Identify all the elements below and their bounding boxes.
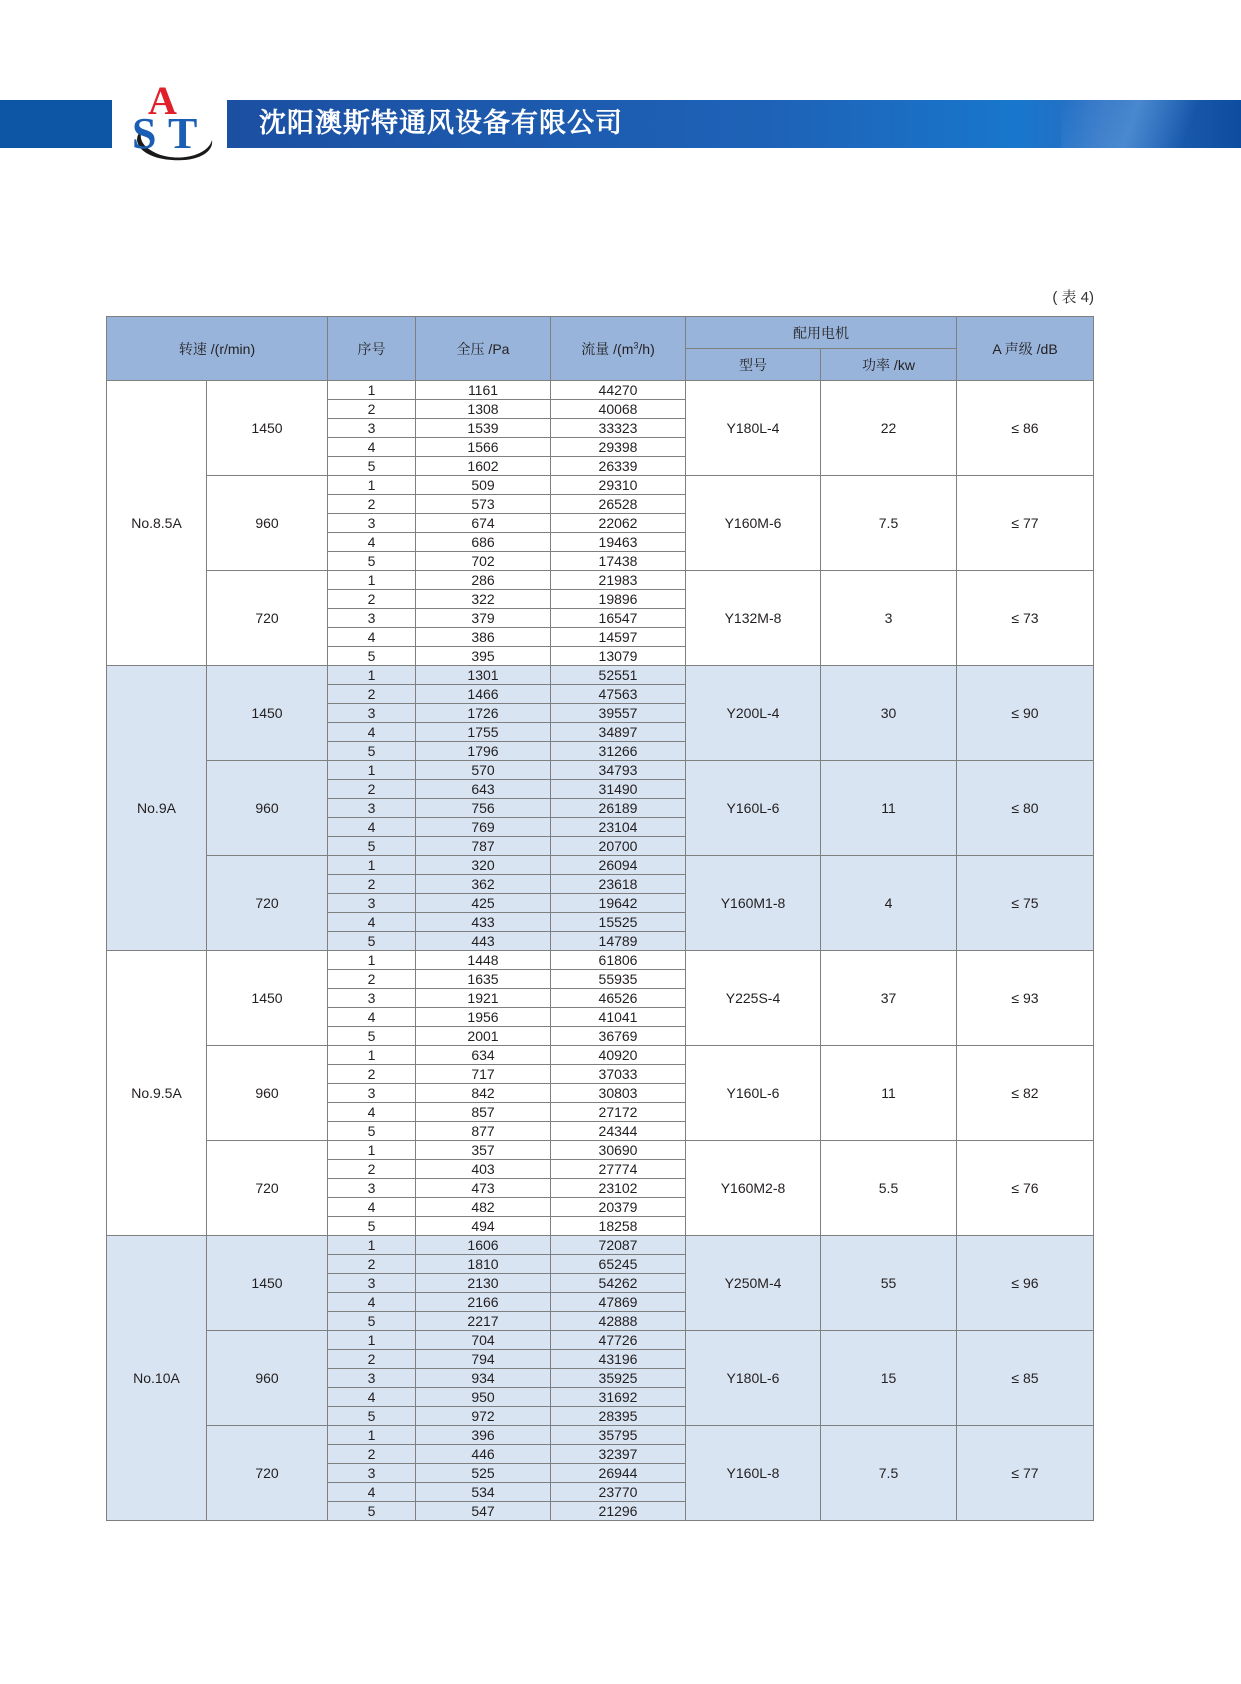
flow-cell: 22062: [551, 514, 686, 533]
pressure-cell: 473: [416, 1179, 551, 1198]
table-row: [107, 1236, 1094, 1255]
noise-cell: ≤ 96: [957, 1236, 1094, 1331]
flow-cell: 24344: [551, 1122, 686, 1141]
flow-cell: 21983: [551, 571, 686, 590]
flow-cell: 19642: [551, 894, 686, 913]
pressure-cell: 686: [416, 533, 551, 552]
seq-cell: 2: [328, 1255, 416, 1274]
speed-cell: 1450: [207, 1236, 328, 1331]
table-number: ( 表 4): [1052, 289, 1094, 306]
motor-power-cell: 3: [821, 571, 957, 666]
flow-cell: 47563: [551, 685, 686, 704]
company-logo: [128, 78, 218, 166]
flow-cell: 39557: [551, 704, 686, 723]
flow-cell: 36769: [551, 1027, 686, 1046]
noise-cell: ≤ 86: [957, 381, 1094, 476]
pressure-cell: 634: [416, 1046, 551, 1065]
noise-cell: ≤ 77: [957, 1426, 1094, 1521]
flow-cell: 54262: [551, 1274, 686, 1293]
pressure-cell: 1921: [416, 989, 551, 1008]
seq-cell: 3: [328, 989, 416, 1008]
table-row: [107, 951, 1094, 970]
pressure-cell: 570: [416, 761, 551, 780]
flow-cell: 42888: [551, 1312, 686, 1331]
seq-cell: 4: [328, 818, 416, 837]
flow-cell: 23770: [551, 1483, 686, 1502]
pressure-cell: 787: [416, 837, 551, 856]
pressure-cell: 320: [416, 856, 551, 875]
motor-model-cell: Y225S-4: [686, 951, 821, 1046]
seq-cell: 4: [328, 628, 416, 647]
flow-cell: 19463: [551, 533, 686, 552]
flow-cell: 43196: [551, 1350, 686, 1369]
pressure-cell: 2217: [416, 1312, 551, 1331]
pressure-cell: 534: [416, 1483, 551, 1502]
seq-cell: 4: [328, 1103, 416, 1122]
seq-cell: 5: [328, 1122, 416, 1141]
pressure-cell: 1566: [416, 438, 551, 457]
seq-cell: 4: [328, 913, 416, 932]
seq-cell: 5: [328, 1217, 416, 1236]
flow-cell: 34897: [551, 723, 686, 742]
noise-cell: ≤ 77: [957, 476, 1094, 571]
seq-cell: 4: [328, 533, 416, 552]
motor-power-cell: 30: [821, 666, 957, 761]
flow-cell: 41041: [551, 1008, 686, 1027]
pressure-cell: 1448: [416, 951, 551, 970]
pressure-cell: 443: [416, 932, 551, 951]
motor-model-cell: Y180L-4: [686, 381, 821, 476]
seq-cell: 5: [328, 1407, 416, 1426]
speed-cell: 960: [207, 1046, 328, 1141]
flow-cell: 52551: [551, 666, 686, 685]
header-noise: A 声级 /dB: [957, 317, 1094, 381]
motor-power-cell: 7.5: [821, 476, 957, 571]
flow-cell: 13079: [551, 647, 686, 666]
flow-cell: 31490: [551, 780, 686, 799]
seq-cell: 5: [328, 647, 416, 666]
flow-cell: 34793: [551, 761, 686, 780]
noise-cell: ≤ 73: [957, 571, 1094, 666]
seq-cell: 5: [328, 1312, 416, 1331]
flow-cell: 27774: [551, 1160, 686, 1179]
flow-cell: 37033: [551, 1065, 686, 1084]
table-row: [107, 666, 1094, 685]
pressure-cell: 573: [416, 495, 551, 514]
table-row: [107, 1141, 1094, 1160]
noise-cell: ≤ 82: [957, 1046, 1094, 1141]
model-name-cell: No.8.5A: [107, 381, 207, 666]
pressure-cell: 403: [416, 1160, 551, 1179]
table-row: [107, 381, 1094, 400]
pressure-cell: 972: [416, 1407, 551, 1426]
pressure-cell: 877: [416, 1122, 551, 1141]
seq-cell: 3: [328, 704, 416, 723]
seq-cell: 1: [328, 1141, 416, 1160]
pressure-cell: 2166: [416, 1293, 551, 1312]
seq-cell: 3: [328, 894, 416, 913]
flow-cell: 21296: [551, 1502, 686, 1521]
seq-cell: 2: [328, 495, 416, 514]
flow-cell: 40068: [551, 400, 686, 419]
flow-cell: 35925: [551, 1369, 686, 1388]
flow-cell: 30803: [551, 1084, 686, 1103]
pressure-cell: 717: [416, 1065, 551, 1084]
header-motor-power: 功率 /kw: [821, 349, 957, 381]
flow-cell: 16547: [551, 609, 686, 628]
flow-cell: 47869: [551, 1293, 686, 1312]
seq-cell: 4: [328, 1293, 416, 1312]
flow-cell: 31692: [551, 1388, 686, 1407]
flow-cell: 26944: [551, 1464, 686, 1483]
seq-cell: 1: [328, 476, 416, 495]
header-flow-suffix: /h): [638, 340, 655, 357]
pressure-cell: 769: [416, 818, 551, 837]
motor-model-cell: Y160M-6: [686, 476, 821, 571]
seq-cell: 2: [328, 400, 416, 419]
pressure-cell: 674: [416, 514, 551, 533]
pressure-cell: 379: [416, 609, 551, 628]
seq-cell: 3: [328, 1084, 416, 1103]
seq-cell: 2: [328, 875, 416, 894]
seq-cell: 1: [328, 1236, 416, 1255]
table-row: [107, 476, 1094, 495]
seq-cell: 5: [328, 1027, 416, 1046]
seq-cell: 5: [328, 837, 416, 856]
flow-cell: 30690: [551, 1141, 686, 1160]
flow-cell: 26094: [551, 856, 686, 875]
speed-cell: 720: [207, 856, 328, 951]
pressure-cell: 1810: [416, 1255, 551, 1274]
seq-cell: 2: [328, 780, 416, 799]
header-flow-sup: 3: [633, 339, 639, 350]
flow-cell: 40920: [551, 1046, 686, 1065]
flow-cell: 35795: [551, 1426, 686, 1445]
noise-cell: ≤ 90: [957, 666, 1094, 761]
seq-cell: 1: [328, 856, 416, 875]
flow-cell: 72087: [551, 1236, 686, 1255]
flow-cell: 55935: [551, 970, 686, 989]
header-speed: 转速 /(r/min): [107, 317, 328, 381]
header-seq: 序号: [328, 317, 416, 381]
pressure-cell: 1161: [416, 381, 551, 400]
pressure-cell: 482: [416, 1198, 551, 1217]
flow-cell: 23102: [551, 1179, 686, 1198]
seq-cell: 2: [328, 590, 416, 609]
flow-cell: 18258: [551, 1217, 686, 1236]
motor-model-cell: Y160L-6: [686, 1046, 821, 1141]
pressure-cell: 1606: [416, 1236, 551, 1255]
seq-cell: 1: [328, 1331, 416, 1350]
flow-cell: 29310: [551, 476, 686, 495]
flow-cell: 28395: [551, 1407, 686, 1426]
header-motor: 配用电机: [686, 317, 957, 349]
table-row: [107, 1426, 1094, 1445]
pressure-cell: 396: [416, 1426, 551, 1445]
pressure-cell: 1726: [416, 704, 551, 723]
pressure-cell: 425: [416, 894, 551, 913]
seq-cell: 4: [328, 438, 416, 457]
seq-cell: 3: [328, 1369, 416, 1388]
table-body: [107, 381, 1094, 1521]
pressure-cell: 756: [416, 799, 551, 818]
pressure-cell: 857: [416, 1103, 551, 1122]
motor-power-cell: 7.5: [821, 1426, 957, 1521]
pressure-cell: 702: [416, 552, 551, 571]
seq-cell: 3: [328, 1179, 416, 1198]
flow-cell: 20379: [551, 1198, 686, 1217]
motor-model-cell: Y132M-8: [686, 571, 821, 666]
pressure-cell: 433: [416, 913, 551, 932]
flow-cell: 26189: [551, 799, 686, 818]
motor-model-cell: Y160L-8: [686, 1426, 821, 1521]
motor-model-cell: Y160M1-8: [686, 856, 821, 951]
svg-text:A: A: [148, 78, 177, 123]
seq-cell: 1: [328, 666, 416, 685]
model-name-cell: No.9A: [107, 666, 207, 951]
speed-cell: 1450: [207, 666, 328, 761]
speed-cell: 960: [207, 761, 328, 856]
pressure-cell: 322: [416, 590, 551, 609]
header-pressure: 全压 /Pa: [416, 317, 551, 381]
svg-text:S: S: [132, 109, 157, 158]
speed-cell: 1450: [207, 951, 328, 1046]
seq-cell: 2: [328, 685, 416, 704]
flow-cell: 20700: [551, 837, 686, 856]
pressure-cell: 2130: [416, 1274, 551, 1293]
seq-cell: 3: [328, 609, 416, 628]
pressure-cell: 1466: [416, 685, 551, 704]
flow-cell: 19896: [551, 590, 686, 609]
table-row: [107, 1046, 1094, 1065]
seq-cell: 1: [328, 1426, 416, 1445]
seq-cell: 1: [328, 951, 416, 970]
flow-cell: 15525: [551, 913, 686, 932]
seq-cell: 1: [328, 381, 416, 400]
pressure-cell: 934: [416, 1369, 551, 1388]
motor-model-cell: Y180L-6: [686, 1331, 821, 1426]
noise-cell: ≤ 75: [957, 856, 1094, 951]
table-row: [107, 571, 1094, 590]
flow-cell: 26339: [551, 457, 686, 476]
speed-cell: 720: [207, 571, 328, 666]
pressure-cell: 286: [416, 571, 551, 590]
pressure-cell: 842: [416, 1084, 551, 1103]
seq-cell: 3: [328, 514, 416, 533]
noise-cell: ≤ 93: [957, 951, 1094, 1046]
motor-model-cell: Y200L-4: [686, 666, 821, 761]
pressure-cell: 395: [416, 647, 551, 666]
header-band-left: [0, 100, 112, 148]
header-flow: [551, 317, 686, 381]
flow-cell: 26528: [551, 495, 686, 514]
speed-cell: 720: [207, 1426, 328, 1521]
header-streak: [1061, 100, 1241, 148]
flow-cell: 44270: [551, 381, 686, 400]
flow-cell: 29398: [551, 438, 686, 457]
motor-model-cell: Y160L-6: [686, 761, 821, 856]
seq-cell: 5: [328, 457, 416, 476]
motor-power-cell: 5.5: [821, 1141, 957, 1236]
motor-power-cell: 37: [821, 951, 957, 1046]
company-name: 沈阳澳斯特通风设备有限公司: [259, 108, 623, 139]
seq-cell: 4: [328, 1008, 416, 1027]
pressure-cell: 1635: [416, 970, 551, 989]
seq-cell: 3: [328, 1464, 416, 1483]
seq-cell: 5: [328, 742, 416, 761]
motor-power-cell: 11: [821, 761, 957, 856]
pressure-cell: 1539: [416, 419, 551, 438]
flow-cell: 65245: [551, 1255, 686, 1274]
motor-power-cell: 4: [821, 856, 957, 951]
fan-performance-table: [106, 316, 1094, 1521]
header-motor-model: 型号: [686, 349, 821, 381]
header-flow-prefix: 流量 /(m: [581, 340, 634, 357]
pressure-cell: 386: [416, 628, 551, 647]
seq-cell: 2: [328, 970, 416, 989]
pressure-cell: 525: [416, 1464, 551, 1483]
model-name-cell: No.9.5A: [107, 951, 207, 1236]
table-row: [107, 1331, 1094, 1350]
seq-cell: 5: [328, 1502, 416, 1521]
motor-power-cell: 15: [821, 1331, 957, 1426]
flow-cell: 23104: [551, 818, 686, 837]
flow-cell: 14597: [551, 628, 686, 647]
seq-cell: 4: [328, 1388, 416, 1407]
seq-cell: 5: [328, 552, 416, 571]
noise-cell: ≤ 80: [957, 761, 1094, 856]
pressure-cell: 2001: [416, 1027, 551, 1046]
flow-cell: 31266: [551, 742, 686, 761]
pressure-cell: 357: [416, 1141, 551, 1160]
pressure-cell: 1755: [416, 723, 551, 742]
table-row: [107, 856, 1094, 875]
flow-cell: 46526: [551, 989, 686, 1008]
seq-cell: 3: [328, 419, 416, 438]
speed-cell: 960: [207, 476, 328, 571]
speed-cell: 720: [207, 1141, 328, 1236]
noise-cell: ≤ 76: [957, 1141, 1094, 1236]
flow-cell: 23618: [551, 875, 686, 894]
speed-cell: 1450: [207, 381, 328, 476]
pressure-cell: 643: [416, 780, 551, 799]
seq-cell: 1: [328, 571, 416, 590]
pressure-cell: 362: [416, 875, 551, 894]
pressure-cell: 494: [416, 1217, 551, 1236]
pressure-cell: 1956: [416, 1008, 551, 1027]
pressure-cell: 446: [416, 1445, 551, 1464]
seq-cell: 1: [328, 761, 416, 780]
seq-cell: 3: [328, 1274, 416, 1293]
pressure-cell: 704: [416, 1331, 551, 1350]
seq-cell: 1: [328, 1046, 416, 1065]
pressure-cell: 1301: [416, 666, 551, 685]
pressure-cell: 509: [416, 476, 551, 495]
motor-power-cell: 22: [821, 381, 957, 476]
motor-model-cell: Y160M2-8: [686, 1141, 821, 1236]
seq-cell: 2: [328, 1350, 416, 1369]
model-name-cell: No.10A: [107, 1236, 207, 1521]
flow-cell: 14789: [551, 932, 686, 951]
motor-model-cell: Y250M-4: [686, 1236, 821, 1331]
pressure-cell: 1796: [416, 742, 551, 761]
flow-cell: 47726: [551, 1331, 686, 1350]
seq-cell: 5: [328, 932, 416, 951]
seq-cell: 4: [328, 723, 416, 742]
svg-text:T: T: [168, 109, 198, 158]
seq-cell: 4: [328, 1198, 416, 1217]
seq-cell: 4: [328, 1483, 416, 1502]
seq-cell: 2: [328, 1445, 416, 1464]
pressure-cell: 950: [416, 1388, 551, 1407]
motor-power-cell: 11: [821, 1046, 957, 1141]
pressure-cell: 794: [416, 1350, 551, 1369]
flow-cell: 32397: [551, 1445, 686, 1464]
flow-cell: 27172: [551, 1103, 686, 1122]
seq-cell: 2: [328, 1160, 416, 1179]
seq-cell: 3: [328, 799, 416, 818]
seq-cell: 2: [328, 1065, 416, 1084]
flow-cell: 17438: [551, 552, 686, 571]
noise-cell: ≤ 85: [957, 1331, 1094, 1426]
pressure-cell: 1602: [416, 457, 551, 476]
speed-cell: 960: [207, 1331, 328, 1426]
pressure-cell: 547: [416, 1502, 551, 1521]
table-row: [107, 761, 1094, 780]
flow-cell: 33323: [551, 419, 686, 438]
flow-cell: 61806: [551, 951, 686, 970]
motor-power-cell: 55: [821, 1236, 957, 1331]
pressure-cell: 1308: [416, 400, 551, 419]
